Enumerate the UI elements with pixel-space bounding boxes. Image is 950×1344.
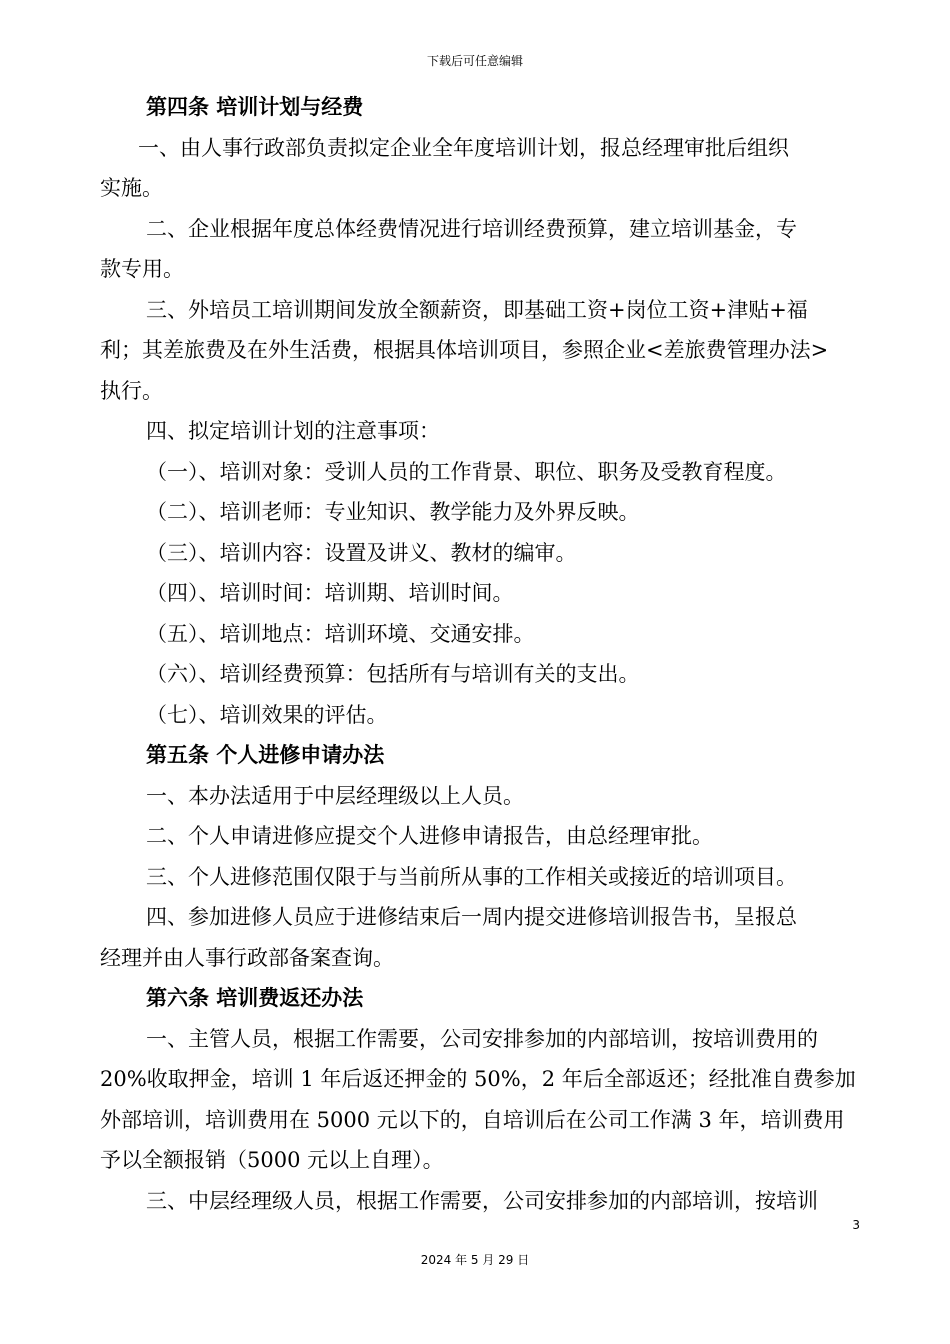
paragraph-line: 外部培训，培训费用在 5000 元以下的，自培训后在公司工作满 3 年，培训费用 bbox=[100, 1107, 845, 1132]
paragraph-line: 一、由人事行政部负责拟定企业全年度培训计划，报总经理审批后组织 bbox=[138, 135, 789, 160]
paragraph-line: 经理并由人事行政部备案查询。 bbox=[100, 945, 394, 970]
paragraph-line: 二、企业根据年度总体经费情况进行培训经费预算，建立培训基金，专 bbox=[146, 216, 797, 241]
section-heading: 第四条 培训计划与经费 bbox=[146, 95, 364, 119]
paragraph-line: 四、拟定培训计划的注意事项： bbox=[146, 419, 440, 443]
paragraph-line: 款专用。 bbox=[100, 257, 184, 281]
paragraph-line: （六）、培训经费预算：包括所有与培训有关的支出。 bbox=[146, 662, 640, 686]
document-body bbox=[100, 87, 864, 1221]
paragraph-line: （七）、培训效果的评估。 bbox=[146, 702, 388, 727]
paragraph-line: 予以全额报销（5000 元以上自理）。 bbox=[100, 1148, 444, 1172]
paragraph-line: 三、外培员工培训期间发放全额薪资，即基础工资+岗位工资+津贴+福 bbox=[146, 297, 808, 322]
paragraph-line: 实施。 bbox=[100, 176, 163, 200]
paragraph-line: 四、参加进修人员应于进修结束后一周内提交进修培训报告书，呈报总 bbox=[146, 905, 797, 929]
paragraph-line: 一、本办法适用于中层经理级以上人员。 bbox=[146, 783, 524, 808]
paragraph-line: 三、中层经理级人员，根据工作需要，公司安排参加的内部培训，按培训 bbox=[146, 1188, 818, 1213]
paragraph-line: （一）、培训对象：受训人员的工作背景、职位、职务及受教育程度。 bbox=[146, 459, 787, 484]
page-footer-date: 2024 年 5 月 29 日 bbox=[420, 1253, 530, 1267]
paragraph-line: 20%收取押金，培训 1 年后返还押金的 50%，2 年后全部返还；经批准自费参加 bbox=[100, 1067, 856, 1091]
page-header: 下载后可任意编辑 bbox=[426, 54, 523, 68]
paragraph-line: （三）、培训内容：设置及讲义、教材的编审。 bbox=[146, 540, 577, 565]
paragraph-line: （四）、培训时间：培训期、培训时间。 bbox=[146, 581, 514, 605]
paragraph-line: （二）、培训老师：专业知识、教学能力及外界反映。 bbox=[146, 500, 640, 524]
paragraph-line: 执行。 bbox=[100, 378, 163, 403]
paragraph-line: 一、主管人员，根据工作需要，公司安排参加的内部培训，按培训费用的 bbox=[146, 1026, 818, 1051]
page-number: 3 bbox=[852, 1218, 860, 1232]
paragraph-line: （五）、培训地点：培训环境、交通安排。 bbox=[146, 621, 535, 646]
paragraph-line: 利；其差旅费及在外生活费，根据具体培训项目，参照企业<差旅费管理办法> bbox=[100, 338, 829, 362]
section-heading: 第五条 个人进修申请办法 bbox=[146, 743, 385, 767]
paragraph-line: 三、个人进修范围仅限于与当前所从事的工作相关或接近的培训项目。 bbox=[146, 864, 797, 889]
paragraph-line: 二、个人申请进修应提交个人进修申请报告，由总经理审批。 bbox=[146, 824, 713, 848]
section-heading: 第六条 培训费返还办法 bbox=[146, 986, 364, 1010]
